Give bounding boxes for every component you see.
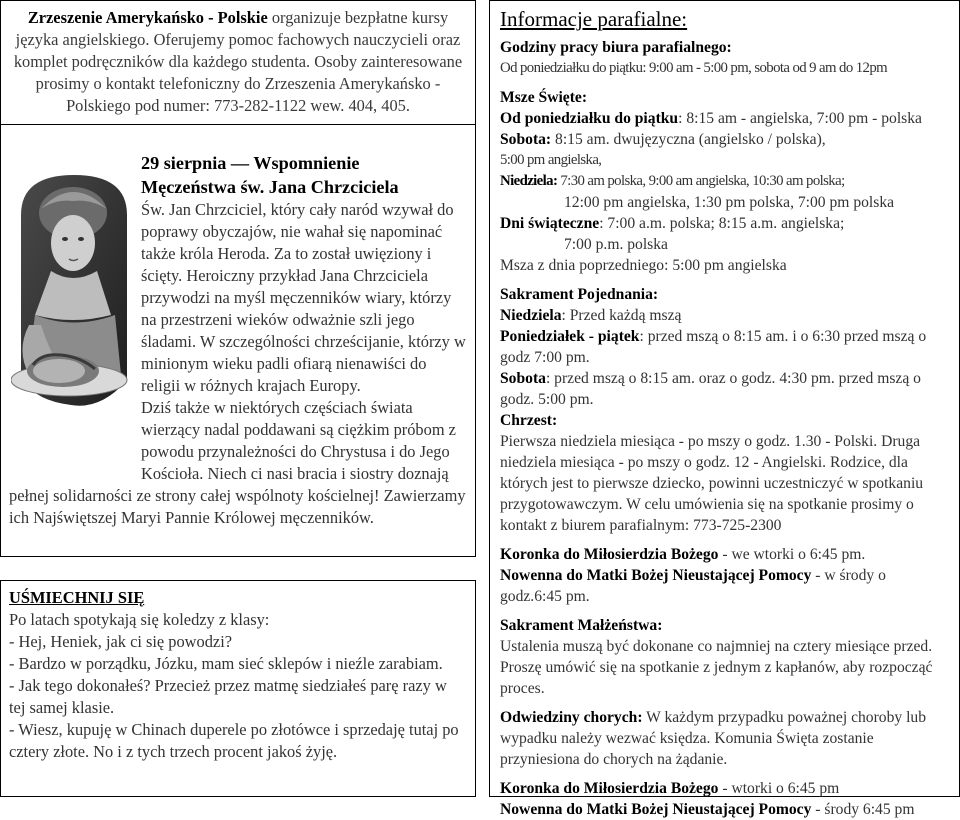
confession-heading: Sakrament Pojednania: <box>500 286 659 303</box>
conf-sunday <box>500 305 949 326</box>
koronka-1 <box>500 544 949 565</box>
koronka-2-label: Koronka do Miłosierdzia Bożego <box>500 780 719 797</box>
smile-box <box>0 580 476 797</box>
mass-sunday-label: Niedziela: <box>500 173 558 189</box>
smile-line: - Jak tego dokonałeś? Przecież przez matmę siedziałeś parę razy w tej samej klasie. <box>9 676 447 717</box>
mass-vigil: Msza z dnia poprzedniego: 5:00 pm angielska <box>500 257 787 274</box>
mass-holy-text: : 7:00 a.m. polska; 8:15 a.m. angielska; <box>599 215 845 232</box>
conf-weekday <box>500 326 949 368</box>
mass-sunday-text: 7:30 am polska, 9:00 am angielska, 10:30 am polska; <box>557 173 845 189</box>
mass-holy <box>500 213 949 234</box>
article-paragraph: Dziś także w niektórych częściach świata wierzący nadal poddawani są ciężkim próbom z powodu przynależności do Chrystusa i do Jego Kościoła. Niech ci nasi bracia i siostry doznają pełnej solidarności ze strony całej wspólnoty kościelnej! Zawierzamy ich Najświętszej Maryi Pannie Królowej męczenników. <box>9 398 466 527</box>
nowenna-1-text: - w środy o godz.6:45 pm. <box>500 567 886 605</box>
office-heading: Godziny pracy biura parafialnego: <box>500 39 732 56</box>
sick-visits-label: Odwiedziny chorych: <box>500 709 643 726</box>
mass-holy-label: Dni świąteczne <box>500 215 600 232</box>
parish-title: Informacje parafialne: <box>500 7 688 31</box>
sick-visits-text: W każdym przypadku poważnej choroby lub wypadku należy wezwać księdza. Komunia Święta zostanie przyniesiona do chorych na żądanie. <box>500 709 927 768</box>
intro-box <box>0 0 476 125</box>
conf-sunday-text: : Przed każdą mszą <box>561 307 682 324</box>
koronka-2 <box>500 778 949 799</box>
sick-visits <box>500 707 949 770</box>
koronka-1-label: Koronka do Miłosierdzia Bożego <box>500 546 719 563</box>
mass-sunday-2: 12:00 pm angielska, 1:30 pm polska, 7:00 pm polska <box>564 194 895 211</box>
office-hours: Od poniedziałku do piątku: 9:00 am - 5:00 pm, sobota od 9 am do 12pm <box>500 60 888 76</box>
marriage-text: Ustalenia muszą być dokonane co najmniej na cztery miesiące przed. Proszę umówić się na spotkanie z jednym z kapłanów, aby rozpocząć proces. <box>500 638 933 697</box>
nowenna-1 <box>500 565 949 607</box>
intro-text: organizuje bezpłatne kursy języka angielskiego. Oferujemy pomoc fachowych nauczycieli oraz komplet podręczników dla każdego studenta. Osoby zainteresowane prosimy o kontakt telefoniczny do Zrzeszenia Amerykańsko - Polskiego pod numer: 773-282-1122 wew. 404, 405. <box>13 8 463 115</box>
mass-saturday-2: 5:00 pm angielska, <box>500 152 602 168</box>
nowenna-2-text: - środy 6:45 pm <box>811 801 915 818</box>
conf-saturday <box>500 368 949 410</box>
parish-info-box <box>489 0 960 818</box>
mass-sunday <box>500 171 949 192</box>
article-title-line1: 29 sierpnia — Wspomnienie <box>141 153 360 173</box>
intro-org: Zrzeszenie Amerykańsko - Polskie <box>27 8 268 27</box>
conf-saturday-text: : przed mszą o 8:15 am. oraz o godz. 4:30 pm. przed mszą o godz. 5:00 pm. <box>500 370 921 408</box>
nowenna-2 <box>500 799 949 820</box>
nowenna-2-label: Nowenna do Matki Bożej Nieustającej Pomocy <box>500 801 812 818</box>
baptism-heading: Chrzest: <box>500 412 558 429</box>
mass-weekday-text: : 8:15 am - angielska, 7:00 pm - polska <box>678 110 922 127</box>
conf-sunday-label: Niedziela <box>500 307 562 324</box>
baptism-text: Pierwsza niedziela miesiąca - po mszy o godz. 1.30 - Polski. Druga niedziela miesiąca - po mszy o godz. 12 - Angielski. Rodzice, dla których jest to pierwsze dziecko, powinni uczestniczyć w spotkaniu przygotowawczym. W celu umówienia się na spotkanie prosimy o kontakt z biurem parafialnym: 773-725-2300 <box>500 433 924 534</box>
marriage-heading: Sakrament Małżeństwa: <box>500 617 663 634</box>
koronka-1-text: - we wtorki o 6:45 pm. <box>718 546 866 563</box>
mass-holy-2: 7:00 p.m. polska <box>564 236 668 253</box>
conf-weekday-label: Poniedziałek - piątek <box>500 328 640 345</box>
smile-line: Po latach spotykają się koledzy z klasy: <box>9 610 270 629</box>
smile-line: - Bardzo w porządku, Józku, mam sieć sklepów i nieźle zarabiam. <box>9 654 443 673</box>
mass-weekday-label: Od poniedziałku do piątku <box>500 110 679 127</box>
article-paragraph: Św. Jan Chrzciciel, który cały naród wzywał do poprawy obyczajów, nie wahał się napominać także króla Heroda. Za to został uwięziony i ścięty. Heroiczny przykład Jana Chrzciciela przywodzi na myśl męczenników wiary, którzy na przestrzeni wieków odważnie szli jego śladami. W szczególności chrześcijanie, którzy w minionym wieku padli ofiarą nienawiści do religii w różnych krajach Europy. <box>141 200 466 395</box>
article-box <box>0 125 476 557</box>
smile-line: - Hej, Heniek, jak ci się powodzi? <box>9 632 233 651</box>
conf-saturday-label: Sobota <box>500 370 546 387</box>
mass-weekday <box>500 108 949 129</box>
mass-heading: Msze Święte: <box>500 89 588 106</box>
smile-heading: UŚMIECHNIJ SIĘ <box>9 588 145 607</box>
mass-saturday <box>500 129 949 150</box>
mass-saturday-label: Sobota: <box>500 131 552 148</box>
conf-weekday-text: : przed mszą o 8:15 am. i o 6:30 przed mszą o godz 7:00 pm. <box>500 328 927 366</box>
article-title-line2: Męczeństwa św. Jana Chrzciciela <box>141 177 399 197</box>
smile-line: - Wiesz, kupuję w Chinach duperele po złotówce i sprzedaję tutaj po cztery złote. No i z tych trzech procent jakoś żyję. <box>9 720 459 761</box>
image-float-spacer <box>9 173 141 485</box>
mass-saturday-text: 8:15 am. dwujęzyczna (angielsko / polska), <box>551 131 826 148</box>
nowenna-1-label: Nowenna do Matki Bożej Nieustającej Pomocy <box>500 567 812 584</box>
koronka-2-text: - wtorki o 6:45 pm <box>718 780 840 797</box>
article-text <box>9 153 469 529</box>
